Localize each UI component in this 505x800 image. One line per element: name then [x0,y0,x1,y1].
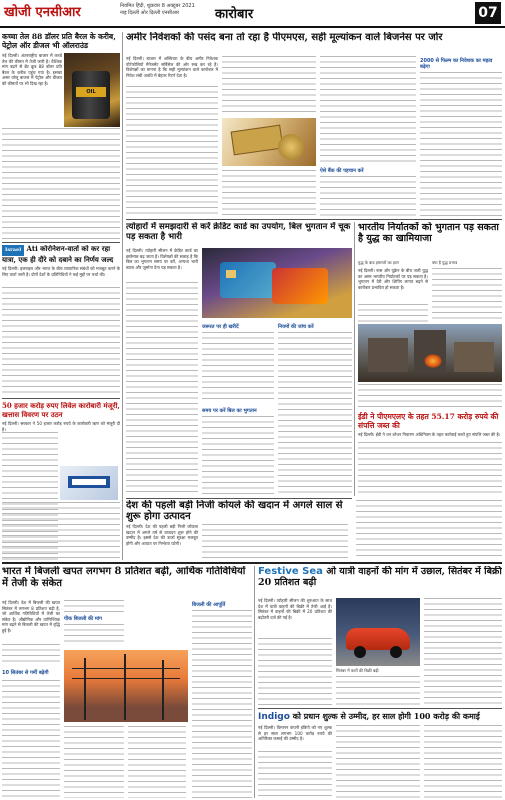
power-subhead-2: पीक बिजली की मांग [64,616,102,622]
divider [126,219,502,220]
exports-headline-box [358,222,502,258]
indigo-col3-lines [424,725,502,798]
credit-col1-lines [126,282,198,496]
divider [2,562,502,564]
credit-col2b-lines [202,416,274,496]
power-col1b-lines [2,680,60,798]
coal-body: नई दिल्ली। देश की पहली बड़ी निजी कोयला खदान में अगले वर्ष से उत्पादन शुरू होने की उम्मीद है। इससे देश की ऊर्जा सुरक्षा मजबूत होगी और आयात पर निर्भरता घटेगी। [126,524,198,546]
edi-lines [358,442,502,496]
exports-body: नई दिल्ली। रूस और यूक्रेन के बीच जारी युद्ध का असर भारतीय निर्यातकों पर पड़ सकता है। भुगतान में देरी और शिपिंग लागत बढ़ने से कारोबार प्रभावित हो सकता है। [358,268,428,290]
loan-body-lines-2 [2,502,120,560]
pms-headline-box [126,32,502,54]
power-subhead-1: 10 सितंबर से गर्मी बढ़ेगी [2,670,49,676]
credit-col3-lines [278,332,352,496]
israel-body: नई दिल्ली। इजराइल और भारत के बीच व्यापारिक संबंधों को मजबूत करने के लिए वार्ता जारी है। दोनों देशों के प्रतिनिधियों ने कई मुद्दों पर चर्चा की। [2,266,120,277]
oil-barrel-photo: OIL [64,53,120,127]
credit-subhead-3: नियमों की जांच करें [278,324,314,330]
exports-caption-right: क्या है युद्ध प्रभाव [432,260,458,265]
indigo-col1-lines [258,751,332,798]
exports-article [358,260,502,410]
column-rule [122,32,123,560]
credit-subhead-1: जरूरत पर ही खरीदें [202,324,239,330]
exports-col2-lines [432,268,502,322]
loan-article [2,402,120,560]
credit-article [126,248,352,496]
power-headline: भारत में बिजली खपत लगभग 8 प्रतिशत बढ़ी, आर्थिक गतिविधियों में तेजी के संकेत [2,566,246,589]
credit-headline-box [126,222,352,246]
credit-card-photo [202,248,352,318]
coal-col3-lines [356,500,502,560]
pms-col1-lines [126,86,218,216]
page-number: 07 [475,2,501,24]
pms-side [420,56,502,216]
pms-side-subhead: 2000 से फिल्म का निवेशक का महत्व बढ़ेगा [420,58,493,70]
credit-headline: त्योहारों में समझदारी से करें क्रेडिट कार्ड का उपयोग, बिल भुगतान में चूक पड़ सकता है भारी [126,222,351,242]
festive-col1-lines [258,638,332,706]
bank-photo [60,466,118,500]
pms-col3b-lines [320,176,416,216]
power-tower-photo [64,650,188,722]
edi-headline: ईडी ने पीएमएलए के तहत 55.17 करोड़ रुपये की संपत्ति जब्त की [358,412,499,430]
masthead [0,0,505,28]
festive-headline: ओ यात्री वाहनों की मांग में उछाल, सितंबर में बिक्री 20 प्रतिशत बढ़ी [258,566,502,588]
divider [2,242,120,243]
power-col3-lines [128,726,186,798]
festive-col2-lines [336,676,420,706]
bank-subhead: ऐसे बैंक की पहचान करें [320,168,364,174]
indigo-headline: को प्रधान शुल्क से उम्मीद, हर साल होगी 100 करोड़ की कमाई [292,711,480,721]
exports-col1-lines [358,304,428,322]
column-rule [254,566,255,798]
divider [258,708,502,709]
credit-body: नई दिल्ली। त्योहारी सीजन में क्रेडिट कार्ड का इस्तेमाल बढ़ जाता है। विशेषज्ञों की सलाह है कि बिल का भुगतान समय पर करें, अन्यथा भारी ब्याज और जुर्माना देना पड़ सकता है। [126,248,198,270]
coal-article [126,500,502,560]
dateline-text: नियमित हिंदी, शुक्रवार 8 अक्टूबर 2021 [120,3,195,9]
indigo-body: नई दिल्ली। विमानन कंपनी इंडिगो को नए शुल्क से हर साल लगभग 100 करोड़ रुपये की अतिरिक्त कमाई की उम्मीद है। [258,725,332,742]
festive-label: Festive Sea [258,566,323,577]
coal-col2-lines [202,524,348,560]
pms-body: नई दिल्ली। बाजार में अस्थिरता के बीच अमीर निवेशक पोर्टफोलियो मैनेजमेंट सर्विसेज की ओर रुख कर रहे हैं। विशेषज्ञों का मानना है कि सही मूल्यांकन वाले कारोबार में निवेश लंबी अवधि में बेहतर रिटर्न देता है। [126,56,218,78]
credit-subhead-2: समय पर करें बिल का भुगतान [202,408,257,414]
oil-article [2,32,120,240]
pms-article [126,56,416,216]
israel-article [2,245,120,395]
pms-side-lines [420,72,502,216]
power-body: नई दिल्ली। देश में बिजली की खपत सितंबर में लगभग 8 प्रतिशत बढ़ी है, जो आर्थिक गतिविधियों में तेजी का संकेत है। औद्योगिक और वाणिज्यिक मांग बढ़ने से बिजली की खपत में वृद्धि हुई है। [2,600,60,633]
power-subhead-3: बिजली की आपूर्ति [192,602,226,608]
exports-col3-lines [358,384,502,410]
section-title: कारोबार [215,7,254,22]
festive-body: नई दिल्ली। त्योहारी सीजन की शुरुआत के साथ देश में यात्री वाहनों की बिक्री में तेजी आई है। सितंबर में वाहनों की बिक्री में 20 प्रतिशत की बढ़ोतरी दर्ज की गई है। [258,598,332,620]
pms-headline: अमीर निवेशकों की पसंद बना तो रहा है पीएमएस, सही मूल्यांकन वाले बिजनेस पर जोर [126,32,443,43]
divider [2,398,120,399]
exports-headline: भारतीय निर्यातकों को भुगतान पड़ सकता है युद्ध का खामियाजा [358,222,499,244]
pms-col3-lines [320,56,416,164]
loan-body: नई दिल्ली। सरकार ने 50 हजार करोड़ रुपये के कारोबारी ऋण को मंजूरी दी है। [2,421,120,432]
divider [126,498,352,499]
car-photo [336,598,420,666]
israel-body-lines [2,287,120,395]
pms-col2b-lines [222,170,316,216]
indigo-col2-lines [336,725,420,798]
dateline [120,3,195,17]
oil-headline: कच्चा तेल 88 डॉलर प्रति बैरल के करीब, पेट्रोल ऑर डीजल भी ऑलराउंड [2,32,116,50]
credit-col2-lines [202,332,274,402]
loan-headline: 50 हजार करोड़ रुपए लिवेल कारोबारी मंजूरी, खत्तास विवरण पर उठन [2,402,120,419]
oil-body-lines [2,128,120,240]
money-photo [222,118,316,166]
car-caption: सितंबर में कारों की बिक्री बढ़ी [336,668,379,673]
dateline-text-2: नाइ़ दिल्ली ओर दिल्ली एनसीआर [120,10,180,16]
brand-name: खोजी एनसीआर [4,5,81,20]
israel-headline: Ati कोरोनेशन-वार्ता को कर रहा यात्रा, एक ही दौरे को दबाने का निर्णय जल्द [2,245,114,264]
war-photo [358,324,502,382]
exports-caption-left: युद्ध के बाद इमारतों का हाल [358,260,399,265]
pms-col2-lines [222,56,316,116]
power-col2b-lines [64,624,124,646]
festive-article [258,598,502,706]
power-col2c-lines [64,726,124,798]
indigo-article [258,711,502,798]
power-article [2,600,252,798]
power-col1-lines [2,644,60,666]
power-col4-lines [192,610,252,798]
column-rule [354,222,355,496]
power-col2-lines [64,600,124,612]
israel-label: Israel [2,245,24,256]
festive-headline-box [258,566,502,596]
indigo-label: Indigo [258,712,290,722]
edi-body: नई दिल्ली। ईडी ने धन शोधन निवारण अधिनियम के तहत कार्रवाई करते हुए संपत्ति जब्त की है। [358,432,501,437]
coal-headline: देश की पहली बड़ी निजी कोयले की खदान में अगले साल से शुरू होगा उत्पादन [126,500,343,522]
festive-col3-lines [424,598,502,706]
edi-article [358,412,502,496]
power-headline-box [2,566,252,598]
oil-body: नई दिल्ली। अंतरराष्ट्रीय बाजार में कच्चे तेल की कीमत में तेजी जारी है। वैश्विक मांग बढ़ने से ब्रेंट क्रूड 88 डॉलर प्रति बैरल के करीब पहुंच गया है। इसका असर घरेलू बाजार में पेट्रोल और डीजल की कीमतों पर भी दिख रहा है। [2,53,62,86]
